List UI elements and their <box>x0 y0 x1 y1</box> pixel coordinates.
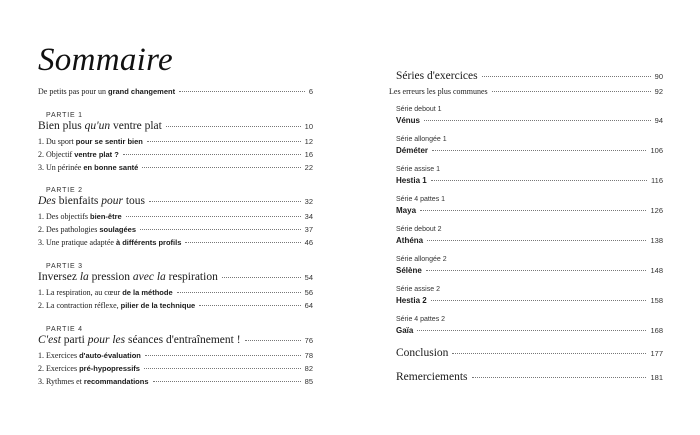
page-number: 82 <box>304 364 313 373</box>
page-number: 16 <box>304 150 313 159</box>
toc-series-entry[interactable]: Athéna 138 <box>396 236 663 245</box>
page-number: 116 <box>651 176 663 185</box>
dot-leader <box>424 120 651 121</box>
part-label: PARTIE 4 <box>46 326 83 333</box>
toc-series-entry[interactable]: Hestia 1 116 <box>396 176 663 185</box>
dot-leader <box>153 381 301 382</box>
entry-text: De petits pas pour un <box>38 87 108 96</box>
toc-part-2-heading[interactable]: Des bienfaits pour tous 32 <box>38 195 313 207</box>
toc-conclusion[interactable]: Conclusion 177 <box>396 347 663 359</box>
toc-entry-intro[interactable] <box>38 87 313 96</box>
series-label: Série allongée 2 <box>396 256 447 263</box>
part-label: PARTIE 2 <box>46 187 83 194</box>
dot-leader <box>482 76 651 77</box>
dot-leader <box>417 330 646 331</box>
page-number: 92 <box>654 87 663 96</box>
toc-entry[interactable]: 1. Exercices d'auto-évaluation 78 <box>38 351 313 360</box>
part-label: PARTIE 3 <box>46 263 83 270</box>
page-number: 181 <box>650 373 663 382</box>
dot-leader <box>431 300 647 301</box>
page-number: 64 <box>304 301 313 310</box>
dot-leader <box>123 154 301 155</box>
toc-series-entry[interactable]: Gaïa 168 <box>396 326 663 335</box>
dot-leader <box>179 91 305 92</box>
dot-leader <box>149 201 301 202</box>
dot-leader <box>492 91 651 92</box>
toc-part-1-heading[interactable]: Bien plus qu'un ventre plat 10 <box>38 120 313 132</box>
toc-entry[interactable]: 3. Une pratique adaptée à différents profils 46 <box>38 238 313 247</box>
page-number: 148 <box>650 266 663 275</box>
toc-thanks[interactable]: Remerciements 181 <box>396 371 663 383</box>
toc-entry[interactable]: 1. La respiration, au cœur de la méthode 56 <box>38 288 313 297</box>
page-number: 37 <box>304 225 313 234</box>
page-number: 177 <box>650 349 663 358</box>
toc-series-entry[interactable]: Sélène 148 <box>396 266 663 275</box>
dot-leader <box>452 353 646 354</box>
toc-series-entry[interactable]: Maya 126 <box>396 206 663 215</box>
toc-part-4-heading[interactable]: C'est parti pour les séances d'entraînement ! 76 <box>38 334 313 346</box>
series-label: Série allongée 1 <box>396 136 447 143</box>
page-number: 46 <box>304 238 313 247</box>
dot-leader <box>166 126 301 127</box>
toc-entry[interactable]: 1. Du sport pour se sentir bien 12 <box>38 137 313 146</box>
page-number: 94 <box>654 116 663 125</box>
series-label: Série assise 1 <box>396 166 440 173</box>
page-number: 85 <box>304 377 313 386</box>
page-number: 10 <box>304 122 313 131</box>
dot-leader <box>426 270 647 271</box>
dot-leader <box>199 305 300 306</box>
page-number: 126 <box>650 206 663 215</box>
toc-errors-entry[interactable]: Les erreurs les plus communes 92 <box>389 87 663 96</box>
toc-series-entry[interactable]: Déméter 106 <box>396 146 663 155</box>
dot-leader <box>472 377 647 378</box>
toc-part-3-heading[interactable]: Inversez la pression avec la respiration 54 <box>38 271 313 283</box>
dot-leader <box>144 368 301 369</box>
dot-leader <box>147 141 301 142</box>
page-number: 158 <box>650 296 663 305</box>
page-number: 56 <box>304 288 313 297</box>
toc-entry[interactable]: 2. Objectif ventre plat ? 16 <box>38 150 313 159</box>
page-number: 106 <box>650 146 663 155</box>
page-number: 32 <box>304 197 313 206</box>
toc-entry[interactable]: 3. Un périnée en bonne santé 22 <box>38 163 313 172</box>
series-label: Série debout 1 <box>396 106 442 113</box>
page-number: 78 <box>304 351 313 360</box>
toc-entry[interactable]: 1. Des objectifs bien-être 34 <box>38 212 313 221</box>
dot-leader <box>420 210 646 211</box>
entry-bold: grand changement <box>108 87 176 96</box>
dot-leader <box>140 229 301 230</box>
dot-leader <box>142 167 300 168</box>
toc-series-heading[interactable]: Séries d'exercices 90 <box>396 70 663 82</box>
page-number: 12 <box>304 137 313 146</box>
dot-leader <box>185 242 300 243</box>
dot-leader <box>177 292 301 293</box>
dot-leader <box>427 240 646 241</box>
page-number: 6 <box>308 87 313 96</box>
toc-entry[interactable]: 2. Exercices pré-hypopressifs 82 <box>38 364 313 373</box>
toc-entry[interactable]: 2. La contraction réflexe, pilier de la technique 64 <box>38 301 313 310</box>
dot-leader <box>431 180 647 181</box>
page-number: 22 <box>304 163 313 172</box>
page-number: 34 <box>304 212 313 221</box>
series-label: Série 4 pattes 1 <box>396 196 446 203</box>
page-number: 76 <box>304 336 313 345</box>
dot-leader <box>222 277 301 278</box>
series-label: Série 4 pattes 2 <box>396 316 446 323</box>
page-number: 138 <box>650 236 663 245</box>
dot-leader <box>145 355 301 356</box>
page-number: 168 <box>650 326 663 335</box>
toc-series-entry[interactable]: Hestia 2 158 <box>396 296 663 305</box>
toc-entry[interactable]: 3. Rythmes et recommandations 85 <box>38 377 313 386</box>
dot-leader <box>126 216 301 217</box>
dot-leader <box>245 340 301 341</box>
toc-series-entry[interactable]: Vénus 94 <box>396 116 663 125</box>
page-title: Sommaire <box>38 42 173 78</box>
series-label: Série debout 2 <box>396 226 442 233</box>
dot-leader <box>432 150 646 151</box>
part-label: PARTIE 1 <box>46 112 83 119</box>
toc-entry[interactable]: 2. Des pathologies soulagées 37 <box>38 225 313 234</box>
page-number: 54 <box>304 273 313 282</box>
page-number: 90 <box>654 72 663 81</box>
series-label: Série assise 2 <box>396 286 440 293</box>
